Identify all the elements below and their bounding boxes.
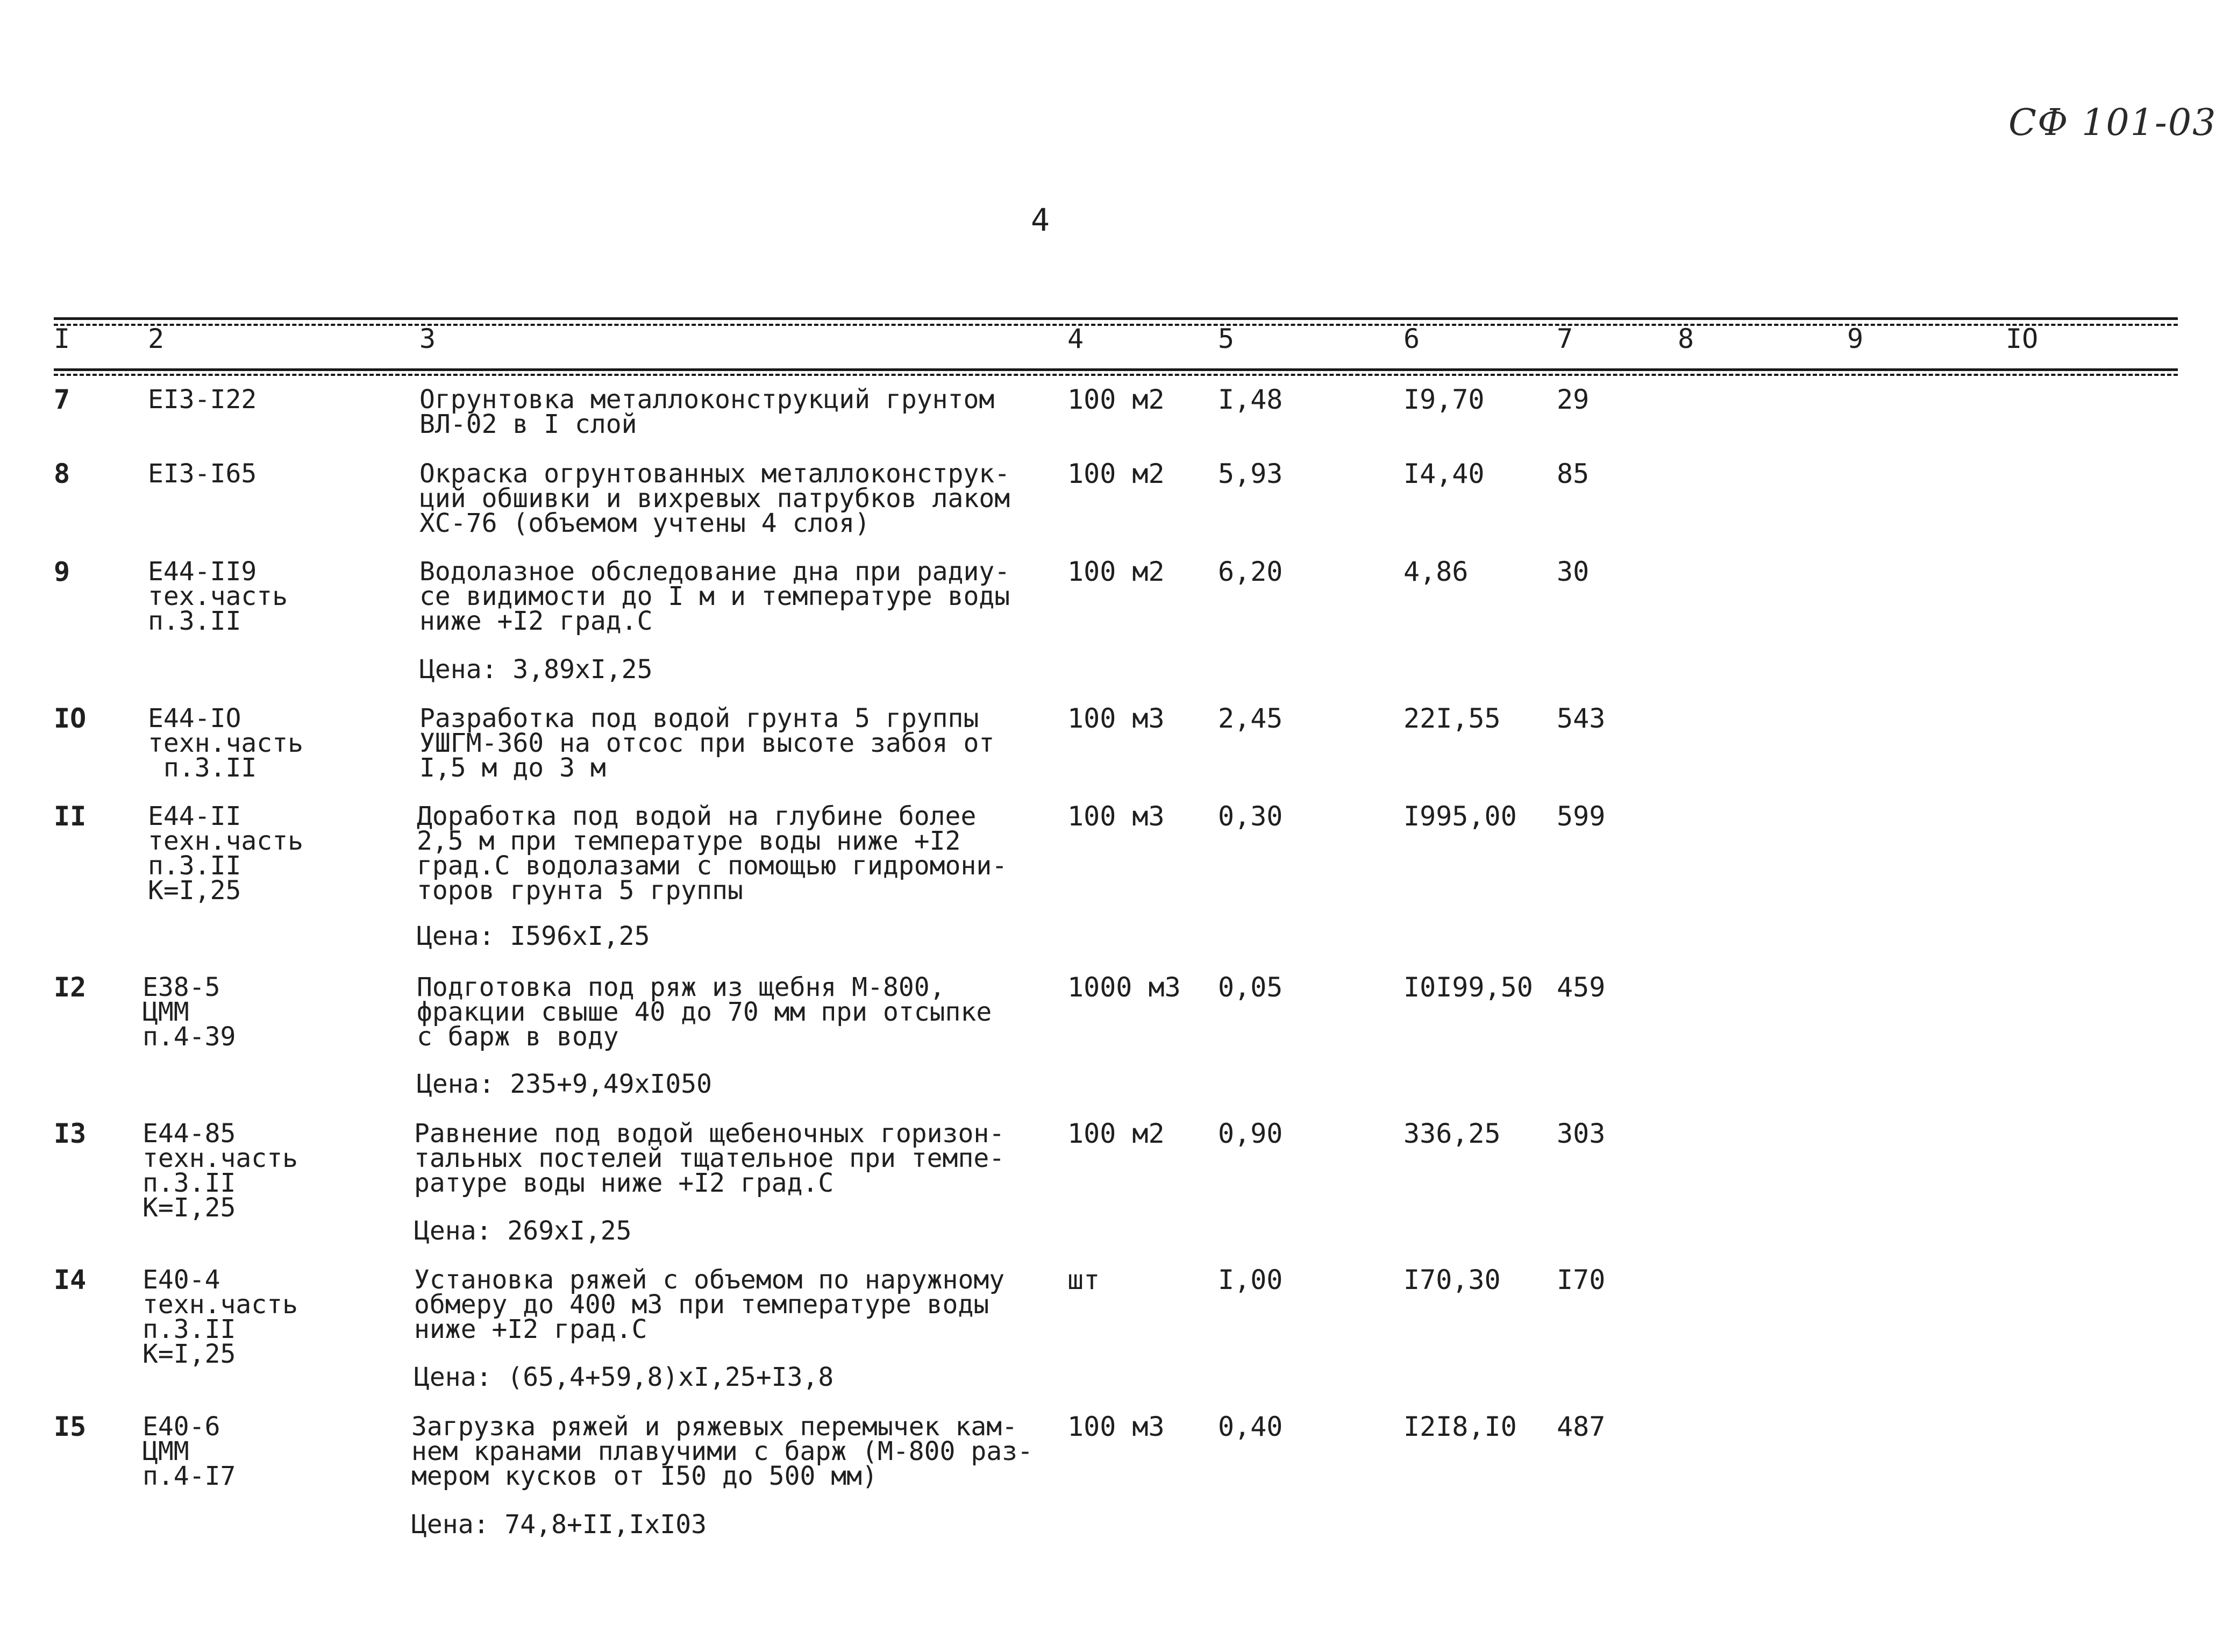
unit-of-measure: 100 м2 <box>1067 556 1165 587</box>
unit-of-measure: 100 м2 <box>1067 384 1165 415</box>
price-formula: Цена: (65,4+59,8)xI,25+I3,8 <box>414 1362 834 1392</box>
quantity: 6,20 <box>1218 556 1283 587</box>
work-description-line: с барж в воду <box>417 1022 619 1052</box>
norm-code-line: техн.часть <box>148 728 303 758</box>
total-cost: 303 <box>1557 1118 1606 1149</box>
work-description-line: Установка ряжей с объемом по наружному <box>414 1265 1005 1295</box>
norm-code-line: ЦММ <box>142 997 189 1027</box>
total-cost: 30 <box>1557 556 1590 587</box>
total-cost: 459 <box>1557 972 1606 1003</box>
unit-of-measure: 100 м2 <box>1067 458 1165 489</box>
work-description-line: ниже +I2 град.С <box>419 606 653 636</box>
unit-of-measure: 100 м2 <box>1067 1118 1165 1149</box>
total-cost: 599 <box>1557 801 1606 832</box>
handwritten-mark: СФ 101-03 <box>2008 102 2217 144</box>
header-col-1: I <box>54 323 70 354</box>
unit-of-measure: 100 м3 <box>1067 801 1165 832</box>
total-cost: 543 <box>1557 703 1606 734</box>
header-col-10: IO <box>2006 323 2039 354</box>
price-formula: Цена: 3,89xI,25 <box>419 654 653 685</box>
quantity: 0,40 <box>1218 1411 1283 1442</box>
total-cost: I70 <box>1557 1264 1606 1295</box>
work-description-line: Огрунтовка металлоконструкций грунтом <box>419 384 995 415</box>
work-description-line: 2,5 м при температуре воды ниже +I2 <box>417 826 961 856</box>
work-description-line: Подготовка под ряж из щебня М-800, <box>417 972 945 1002</box>
work-description-line: ратуре воды ниже +I2 град.С <box>414 1168 834 1198</box>
unit-price: I2I8,I0 <box>1403 1411 1517 1442</box>
row-number: I5 <box>54 1411 87 1442</box>
norm-code-line: п.4-I7 <box>142 1461 236 1491</box>
row-number: 7 <box>54 384 70 415</box>
unit-of-measure: 100 м3 <box>1067 1411 1165 1442</box>
price-formula: Цена: I596xI,25 <box>417 921 650 951</box>
price-formula: Цена: 269xI,25 <box>414 1216 632 1246</box>
norm-code-line: EI3-I65 <box>148 459 257 489</box>
page-number: 4 <box>1031 202 1050 238</box>
work-description-line: тальных постелей тщательное при темпе- <box>414 1143 1005 1173</box>
work-description-line: ВЛ-02 в I слой <box>419 409 637 439</box>
norm-code-line: тех.часть <box>148 581 288 611</box>
total-cost: 85 <box>1557 458 1590 489</box>
work-description-line: Разработка под водой грунта 5 группы <box>419 703 979 734</box>
norm-code-line: E44-85 <box>142 1119 236 1149</box>
unit-price: 22I,55 <box>1403 703 1501 734</box>
work-description-line: Доработка под водой на глубине более <box>417 801 977 831</box>
row-number: 9 <box>54 556 70 587</box>
unit-price: I4,40 <box>1403 458 1485 489</box>
quantity: 0,30 <box>1218 801 1283 832</box>
quantity: I,00 <box>1218 1264 1283 1295</box>
row-number: II <box>54 801 87 832</box>
work-description-line: I,5 м до 3 м <box>419 753 606 783</box>
header-col-5: 5 <box>1218 323 1235 354</box>
quantity: I,48 <box>1218 384 1283 415</box>
header-col-3: 3 <box>419 323 436 354</box>
norm-code-line: К=I,25 <box>142 1339 236 1369</box>
header-col-2: 2 <box>148 323 165 354</box>
norm-code-line: ЦММ <box>142 1436 189 1466</box>
quantity: 2,45 <box>1218 703 1283 734</box>
work-description-line: мером кусков от I50 до 500 мм) <box>411 1461 878 1491</box>
norm-code-line: п.3.II <box>148 606 241 636</box>
work-description-line: Равнение под водой щебеночных горизон- <box>414 1119 1005 1149</box>
row-number: 8 <box>54 458 70 489</box>
norm-code-line: К=I,25 <box>148 875 241 906</box>
norm-code-line: E44-IO <box>148 703 241 734</box>
unit-price: 336,25 <box>1403 1118 1501 1149</box>
unit-price: 4,86 <box>1403 556 1469 587</box>
norm-code-line: E38-5 <box>142 972 220 1002</box>
norm-code-line: п.3.II <box>142 1168 236 1198</box>
quantity: 0,90 <box>1218 1118 1283 1149</box>
row-number: I2 <box>54 972 87 1003</box>
header-col-7: 7 <box>1557 323 1573 354</box>
unit-price: I995,00 <box>1403 801 1517 832</box>
work-description-line: УШГМ-360 на отсос при высоте забоя от <box>419 728 995 758</box>
work-description-line: обмеру до 400 м3 при температуре воды <box>414 1290 989 1320</box>
norm-code-line: п.4-39 <box>142 1022 236 1052</box>
norm-code-line: техн.часть <box>142 1143 298 1173</box>
unit-of-measure: 1000 м3 <box>1067 972 1181 1003</box>
norm-code-line: п.3.II <box>142 1314 236 1344</box>
price-formula: Цена: 74,8+II,IxI03 <box>411 1509 707 1540</box>
row-number: I3 <box>54 1118 87 1149</box>
unit-price: I9,70 <box>1403 384 1485 415</box>
work-description-line: фракции свыше 40 до 70 мм при отсыпке <box>417 997 992 1027</box>
header-bottom-rule <box>54 368 2178 371</box>
norm-code-line: E40-4 <box>142 1265 220 1295</box>
unit-price: I70,30 <box>1403 1264 1501 1295</box>
work-description-line: торов грунта 5 группы <box>417 875 743 906</box>
work-description-line: ХС-76 (объемом учтены 4 слоя) <box>419 508 871 538</box>
norm-code-line: E44-II9 <box>148 557 257 587</box>
norm-code-line: E44-II <box>148 801 241 831</box>
header-bottom-rule-dashed <box>54 374 2178 376</box>
work-description-line: Окраска огрунтованных металлоконструк- <box>419 459 1010 489</box>
price-formula: Цена: 235+9,49xI050 <box>417 1069 712 1099</box>
norm-code-line: E40-6 <box>142 1412 220 1442</box>
header-col-6: 6 <box>1403 323 1420 354</box>
work-description-line: се видимости до I м и температуре воды <box>419 581 1010 611</box>
unit-of-measure: 100 м3 <box>1067 703 1165 734</box>
work-description-line: Загрузка ряжей и ряжевых перемычек кам- <box>411 1412 1018 1442</box>
total-cost: 29 <box>1557 384 1590 415</box>
row-number: IO <box>54 703 87 734</box>
work-description-line: ниже +I2 град.С <box>414 1314 647 1344</box>
unit-price: I0I99,50 <box>1403 972 1533 1003</box>
table-top-rule <box>54 317 2178 320</box>
norm-code-line: EI3-I22 <box>148 384 257 415</box>
work-description-line: Водолазное обследование дна при радиу- <box>419 557 1010 587</box>
total-cost: 487 <box>1557 1411 1606 1442</box>
norm-code-line: К=I,25 <box>142 1193 236 1223</box>
work-description-line: нем кранами плавучими с барж (М-800 раз- <box>411 1436 1033 1466</box>
header-col-9: 9 <box>1847 323 1864 354</box>
norm-code-line: техн.часть <box>142 1290 298 1320</box>
header-col-4: 4 <box>1067 323 1084 354</box>
work-description-line: ций обшивки и вихревых патрубков лаком <box>419 483 1010 514</box>
unit-of-measure: шт <box>1067 1264 1100 1295</box>
header-col-8: 8 <box>1678 323 1694 354</box>
norm-code-line: п.3.II <box>148 851 241 881</box>
quantity: 0,05 <box>1218 972 1283 1003</box>
quantity: 5,93 <box>1218 458 1283 489</box>
norm-code-line: техн.часть <box>148 826 303 856</box>
work-description-line: град.С водолазами с помощью гидромони- <box>417 851 1008 881</box>
row-number: I4 <box>54 1264 87 1295</box>
norm-code-line: п.3.II <box>148 753 257 783</box>
